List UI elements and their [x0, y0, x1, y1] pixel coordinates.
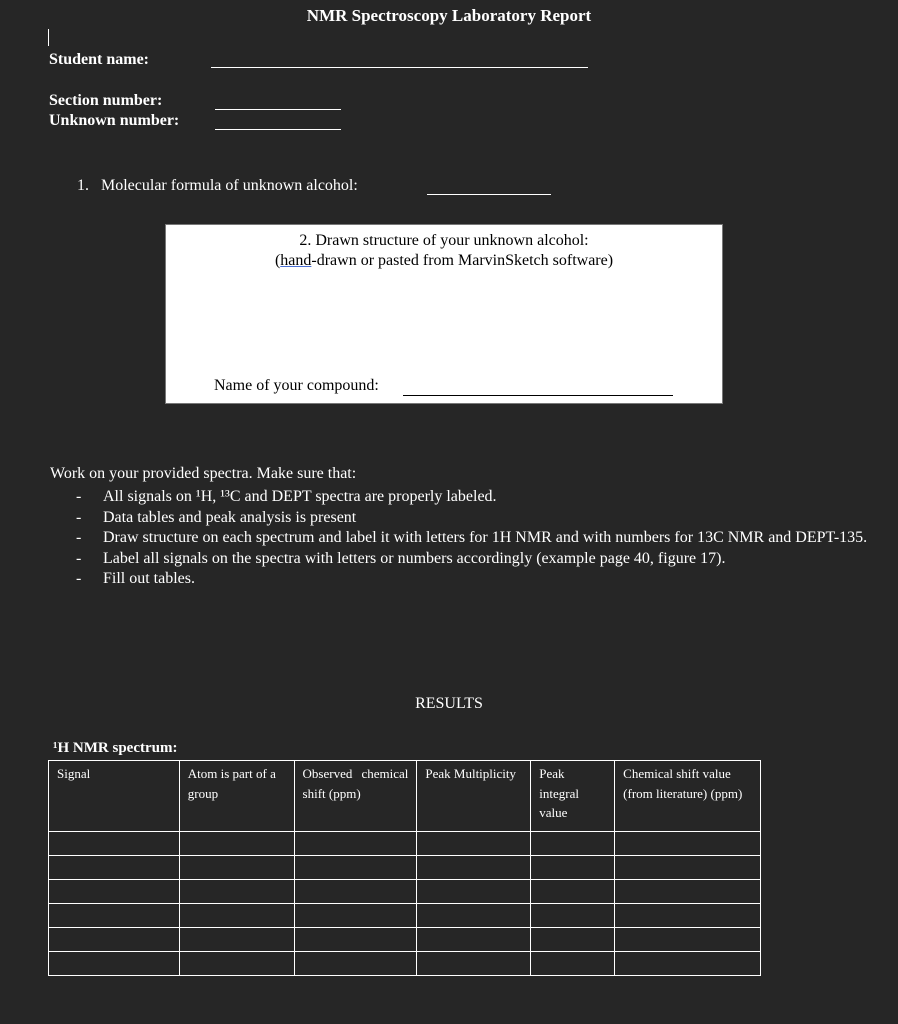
list-item: - Draw structure on each spectrum and label it with letters for 1H NMR and with numbers for 13C NMR and DEPT-135. [76, 528, 876, 549]
unknown-number-field[interactable] [215, 129, 341, 130]
table-cell[interactable] [49, 832, 180, 856]
structure-hint: (hand-drawn or pasted from MarvinSketch software) [274, 252, 614, 269]
compound-name-field[interactable] [403, 395, 673, 396]
table-cell[interactable] [294, 832, 417, 856]
molecular-formula-question: 1. Molecular formula of unknown alcohol: [77, 177, 358, 194]
list-item: - Data tables and peak analysis is present [76, 508, 876, 529]
structure-prompt: 2. Drawn structure of your unknown alcohol: [299, 232, 589, 249]
table-row [49, 832, 761, 856]
report-title: NMR Spectroscopy Laboratory Report [306, 6, 592, 25]
table-cell[interactable] [531, 880, 615, 904]
table-cell[interactable] [294, 928, 417, 952]
table-cell[interactable] [294, 856, 417, 880]
hnmr-table [48, 760, 761, 976]
table-cell[interactable] [615, 904, 761, 928]
table-cell[interactable] [294, 952, 417, 976]
table-cell[interactable] [417, 928, 531, 952]
instructions-intro: Work on your provided spectra. Make sure that: [50, 465, 357, 482]
column-header-signal: Signal [49, 761, 180, 832]
table-cell[interactable] [531, 856, 615, 880]
table-cell[interactable] [615, 856, 761, 880]
table-cell[interactable] [49, 880, 180, 904]
table-cell[interactable] [294, 880, 417, 904]
table-cell[interactable] [49, 928, 180, 952]
table-cell[interactable] [531, 928, 615, 952]
spellcheck-word: hand [280, 252, 312, 269]
column-header-integral: Peak integral value [531, 761, 615, 832]
table-cell[interactable] [531, 832, 615, 856]
results-heading: RESULTS [415, 695, 483, 712]
table-cell[interactable] [49, 904, 180, 928]
table-cell[interactable] [615, 880, 761, 904]
hnmr-section-label: ¹H NMR spectrum: [53, 740, 178, 756]
column-header-atom-group: Atom is part of a group [179, 761, 294, 832]
student-name-label: Student name: [49, 51, 150, 68]
table-cell[interactable] [531, 952, 615, 976]
table-cell[interactable] [417, 904, 531, 928]
table-cell[interactable] [179, 928, 294, 952]
list-item: - All signals on ¹H, ¹³C and DEPT spectra are properly labeled. [76, 487, 876, 508]
table-cell[interactable] [294, 904, 417, 928]
section-number-field[interactable] [215, 109, 341, 110]
table-cell[interactable] [179, 952, 294, 976]
table-cell[interactable] [615, 952, 761, 976]
column-header-literature-shift: Chemical shift value (from literature) (ppm) [615, 761, 761, 832]
table-row [49, 952, 761, 976]
table-cell[interactable] [179, 904, 294, 928]
table-row [49, 880, 761, 904]
instructions-list [76, 487, 876, 590]
table-cell[interactable] [417, 952, 531, 976]
table-cell[interactable] [417, 880, 531, 904]
list-item: - Fill out tables. [76, 569, 876, 590]
student-name-field[interactable] [211, 67, 588, 68]
column-header-multiplicity: Peak Multiplicity [417, 761, 531, 832]
table-cell[interactable] [49, 952, 180, 976]
text-cursor [48, 29, 49, 46]
table-row [49, 904, 761, 928]
list-item: - Label all signals on the spectra with letters or numbers accordingly (example page 40, figure 17). [76, 549, 876, 570]
structure-box[interactable] [165, 224, 723, 404]
table-row [49, 856, 761, 880]
table-cell[interactable] [417, 832, 531, 856]
table-cell[interactable] [179, 856, 294, 880]
table-cell[interactable] [615, 832, 761, 856]
section-number-label: Section number: [49, 92, 163, 109]
table-row [49, 928, 761, 952]
table-cell[interactable] [179, 880, 294, 904]
molecular-formula-field[interactable] [427, 194, 551, 195]
compound-name-label: Name of your compound: [214, 377, 379, 394]
table-cell[interactable] [49, 856, 180, 880]
table-cell[interactable] [615, 928, 761, 952]
column-header-observed-shift: Observed chemical shift (ppm) [294, 761, 417, 832]
table-cell[interactable] [417, 856, 531, 880]
table-cell[interactable] [531, 904, 615, 928]
table-cell[interactable] [179, 832, 294, 856]
unknown-number-label: Unknown number: [49, 112, 180, 129]
